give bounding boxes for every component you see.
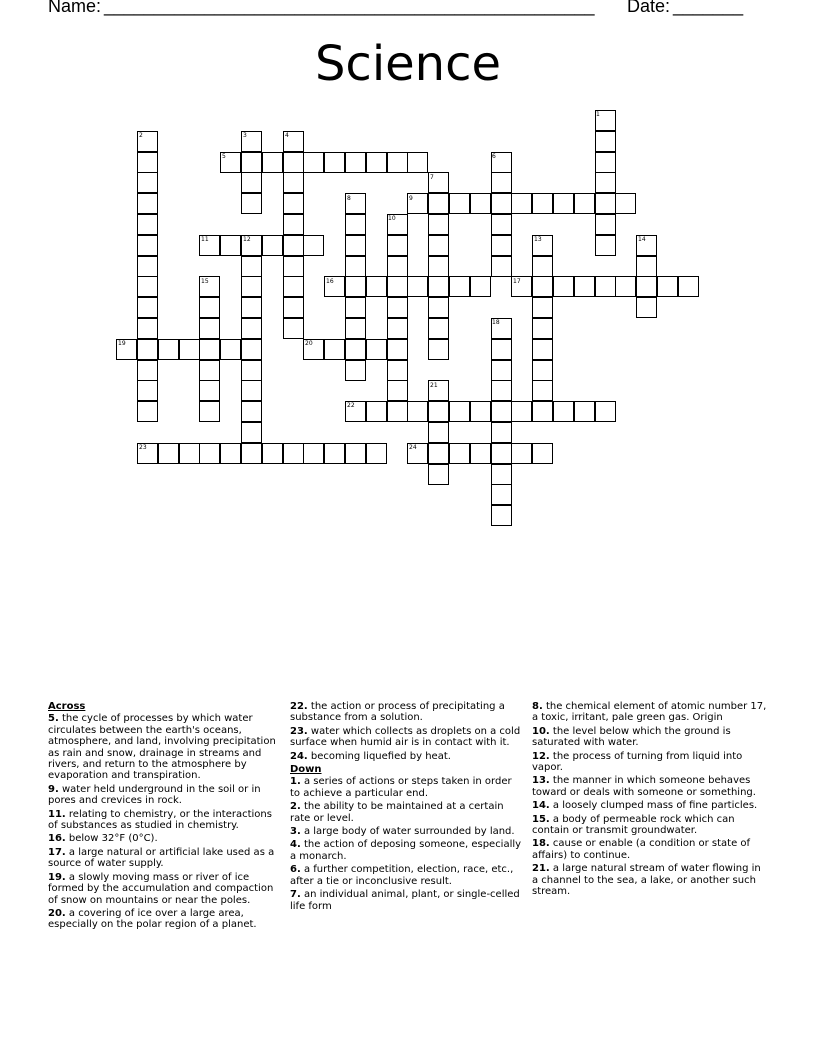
grid-cell[interactable]: [345, 360, 366, 381]
grid-cell[interactable]: [636, 256, 657, 277]
grid-cell[interactable]: [137, 152, 158, 173]
grid-cell[interactable]: [303, 443, 324, 464]
grid-cell[interactable]: [574, 276, 595, 297]
across-clue-19: 19. a slowly moving mass or river of ice formed by the accumulation and compaction of snow on mountains or near the poles.: [48, 871, 274, 906]
grid-cell[interactable]: [137, 360, 158, 381]
grid-cell[interactable]: [241, 152, 262, 173]
grid-cell[interactable]: [387, 297, 408, 318]
date-line[interactable]: _______: [673, 0, 744, 16]
grid-cell[interactable]: [324, 152, 345, 173]
grid-cell[interactable]: [199, 318, 220, 339]
grid-cell[interactable]: [532, 193, 553, 214]
grid-cell[interactable]: [511, 193, 532, 214]
grid-cell[interactable]: [241, 172, 262, 193]
grid-cell[interactable]: [657, 276, 678, 297]
grid-cell[interactable]: [324, 443, 345, 464]
grid-cell[interactable]: [449, 193, 470, 214]
grid-cell[interactable]: [137, 172, 158, 193]
name-line[interactable]: _________________________________________________: [104, 0, 595, 16]
clue-number-2: 2: [139, 132, 143, 139]
grid-cell[interactable]: [678, 276, 699, 297]
grid-cell[interactable]: [387, 401, 408, 422]
grid-cell[interactable]: [179, 339, 200, 360]
grid-cell[interactable]: [553, 276, 574, 297]
down-heading: Down: [290, 764, 322, 776]
grid-cell[interactable]: [345, 152, 366, 173]
grid-cell[interactable]: [428, 214, 449, 235]
grid-cell[interactable]: [283, 297, 304, 318]
grid-cell[interactable]: [283, 193, 304, 214]
grid-cell[interactable]: [158, 443, 179, 464]
grid-cell[interactable]: [491, 339, 512, 360]
grid-cell[interactable]: [137, 297, 158, 318]
grid-cell[interactable]: [387, 256, 408, 277]
clue-number-14: 14: [638, 236, 646, 243]
page-title: Science: [314, 36, 502, 92]
clue-number-6: 6: [492, 153, 496, 160]
grid-cell[interactable]: [491, 505, 512, 526]
grid-cell[interactable]: [428, 193, 449, 214]
clue-number-16: 16: [326, 278, 334, 285]
grid-cell[interactable]: [387, 152, 408, 173]
across-clue-16: 16. below 32°F (0°C).: [48, 833, 158, 845]
grid-cell[interactable]: [137, 193, 158, 214]
grid-cell[interactable]: [262, 235, 283, 256]
clue-number-3: 3: [243, 132, 247, 139]
across-clue-5: 5. the cycle of processes by which water circulates between the earth's oceans, atmosphere, and land, involving precipitation as rain and snow, drainage in streams and rivers, and return to the atmosphere by evaporation and transpiration.: [48, 713, 276, 782]
clue-number-4: 4: [285, 132, 289, 139]
grid-cell[interactable]: [241, 297, 262, 318]
down-clue-6: 6. a further competition, election, race, etc., after a tie or inconclusive result.: [290, 864, 514, 887]
grid-cell[interactable]: [366, 443, 387, 464]
grid-cell[interactable]: [241, 380, 262, 401]
grid-cell[interactable]: [137, 318, 158, 339]
clue-number-12: 12: [243, 236, 251, 243]
grid-cell[interactable]: [532, 318, 553, 339]
grid-cell[interactable]: [137, 214, 158, 235]
grid-cell[interactable]: [470, 443, 491, 464]
grid-cell[interactable]: [220, 443, 241, 464]
date-label: Date:: [627, 0, 671, 16]
grid-cell[interactable]: [158, 339, 179, 360]
grid-cell[interactable]: [428, 318, 449, 339]
grid-cell[interactable]: [595, 401, 616, 422]
down-clue-4: 4. the action of deposing someone, especially a monarch.: [290, 839, 522, 862]
grid-cell[interactable]: [137, 276, 158, 297]
grid-cell[interactable]: [491, 401, 512, 422]
grid-cell[interactable]: [449, 401, 470, 422]
grid-cell[interactable]: [449, 276, 470, 297]
grid-cell[interactable]: [366, 339, 387, 360]
grid-cell[interactable]: [345, 256, 366, 277]
across-clue-9: 9. water held underground in the soil or in pores and crevices in rock.: [48, 783, 261, 807]
down-clue-2: 2. the ability to be maintained at a certain rate or level.: [290, 801, 504, 824]
grid-cell[interactable]: [199, 443, 220, 464]
grid-cell[interactable]: [491, 422, 512, 443]
grid-cell[interactable]: [574, 193, 595, 214]
across-clue-24: 24. becoming liquefied by heat.: [290, 750, 451, 762]
grid-cell[interactable]: [345, 318, 366, 339]
grid-cell[interactable]: [595, 214, 616, 235]
clue-number-13: 13: [534, 236, 542, 243]
grid-cell[interactable]: [387, 235, 408, 256]
grid-cell[interactable]: [428, 422, 449, 443]
grid-cell[interactable]: [615, 276, 636, 297]
clue-number-22: 22: [347, 402, 355, 409]
clue-number-17: 17: [513, 278, 521, 285]
grid-cell[interactable]: [532, 276, 553, 297]
clue-number-21: 21: [430, 382, 438, 389]
clue-number-15: 15: [201, 278, 209, 285]
down-clue-13: 13. the manner in which someone behaves toward or deals with someone or something.: [532, 775, 756, 798]
clue-column-3: [532, 701, 768, 900]
down-clue-15: 15. a body of permeable rock which can contain or transmit groundwater.: [532, 813, 735, 837]
grid-cell[interactable]: [283, 276, 304, 297]
grid-cell[interactable]: [532, 256, 553, 277]
grid-cell[interactable]: [470, 401, 491, 422]
grid-cell[interactable]: [491, 214, 512, 235]
grid-cell[interactable]: [595, 172, 616, 193]
grid-cell[interactable]: [532, 297, 553, 318]
grid-cell[interactable]: [428, 464, 449, 485]
down-clue-12: 12. the process of turning from liquid into vapor.: [532, 750, 743, 774]
grid-cell[interactable]: [241, 422, 262, 443]
grid-cell[interactable]: [220, 339, 241, 360]
grid-cell[interactable]: [449, 443, 470, 464]
grid-cell[interactable]: [241, 256, 262, 277]
grid-cell[interactable]: [345, 214, 366, 235]
grid-cell[interactable]: [283, 152, 304, 173]
clue-column-2: [290, 701, 522, 914]
down-clue-18: 18. cause or enable (a condition or state of affairs) to continue.: [532, 838, 751, 861]
grid-cell[interactable]: [491, 443, 512, 464]
across-clue-22: 22. the action or process of precipitating a substance from a solution.: [290, 701, 505, 724]
grid-cell[interactable]: [428, 235, 449, 256]
grid-cell[interactable]: [491, 172, 512, 193]
grid-cell[interactable]: [532, 443, 553, 464]
grid-cell[interactable]: [345, 297, 366, 318]
grid-cell[interactable]: [491, 235, 512, 256]
grid-cell[interactable]: [262, 152, 283, 173]
grid-cell[interactable]: [283, 172, 304, 193]
grid-cell[interactable]: [428, 401, 449, 422]
grid-cell[interactable]: [595, 276, 616, 297]
grid-cell[interactable]: [636, 276, 657, 297]
clue-number-24: 24: [409, 444, 417, 451]
grid-cell[interactable]: [345, 276, 366, 297]
grid-cell[interactable]: [470, 193, 491, 214]
grid-cell[interactable]: [345, 235, 366, 256]
grid-cell[interactable]: [283, 443, 304, 464]
grid-cell[interactable]: [137, 256, 158, 277]
grid-cell[interactable]: [137, 401, 158, 422]
grid-cell[interactable]: [387, 276, 408, 297]
down-clue-3: 3. a large body of water surrounded by land.: [290, 826, 515, 838]
across-clue-20: 20. a covering of ice over a large area, especially on the polar region of a planet.: [48, 907, 257, 931]
grid-cell[interactable]: [491, 464, 512, 485]
grid-cell[interactable]: [553, 401, 574, 422]
grid-cell[interactable]: [241, 360, 262, 381]
clue-column-1: [48, 701, 280, 933]
grid-cell[interactable]: [428, 297, 449, 318]
grid-cell[interactable]: [387, 380, 408, 401]
grid-cell[interactable]: [283, 256, 304, 277]
grid-cell[interactable]: [179, 443, 200, 464]
clue-number-8: 8: [347, 195, 351, 202]
grid-cell[interactable]: [595, 131, 616, 152]
grid-cell[interactable]: [595, 235, 616, 256]
grid-cell[interactable]: [595, 193, 616, 214]
grid-cell[interactable]: [491, 484, 512, 505]
grid-cell[interactable]: [491, 380, 512, 401]
grid-cell[interactable]: [491, 193, 512, 214]
grid-cell[interactable]: [428, 443, 449, 464]
grid-cell[interactable]: [283, 214, 304, 235]
grid-cell[interactable]: [387, 318, 408, 339]
grid-cell[interactable]: [345, 339, 366, 360]
clue-number-18: 18: [492, 319, 500, 326]
down-clue-10: 10. the level below which the ground is saturated with water.: [532, 725, 731, 749]
grid-cell[interactable]: [345, 443, 366, 464]
grid-cell[interactable]: [199, 360, 220, 381]
clue-number-11: 11: [201, 236, 209, 243]
down-clue-21: 21. a large natural stream of water flowing in a channel to the sea, a lake, or another such stream.: [532, 863, 761, 898]
grid-cell[interactable]: [199, 380, 220, 401]
grid-cell[interactable]: [511, 443, 532, 464]
grid-cell[interactable]: [595, 152, 616, 173]
grid-cell[interactable]: [324, 339, 345, 360]
grid-cell[interactable]: [303, 152, 324, 173]
grid-cell[interactable]: [241, 443, 262, 464]
grid-cell[interactable]: [303, 235, 324, 256]
grid-cell[interactable]: [574, 401, 595, 422]
across-heading: Across: [48, 701, 86, 712]
grid-cell[interactable]: [137, 380, 158, 401]
grid-cell[interactable]: [407, 276, 428, 297]
grid-cell[interactable]: [199, 297, 220, 318]
clue-number-1: 1: [596, 111, 600, 118]
grid-cell[interactable]: [532, 360, 553, 381]
grid-cell[interactable]: [407, 152, 428, 173]
grid-cell[interactable]: [220, 235, 241, 256]
grid-cell[interactable]: [491, 256, 512, 277]
grid-cell[interactable]: [428, 339, 449, 360]
clue-number-9: 9: [409, 195, 413, 202]
grid-cell[interactable]: [387, 339, 408, 360]
down-clue-14: 14. a loosely clumped mass of fine particles.: [532, 800, 758, 812]
grid-cell[interactable]: [241, 401, 262, 422]
clue-number-5: 5: [222, 153, 226, 160]
grid-cell[interactable]: [262, 443, 283, 464]
grid-cell[interactable]: [366, 401, 387, 422]
grid-cell[interactable]: [491, 360, 512, 381]
down-clue-1: 1. a series of actions or steps taken in order to achieve a particular end.: [290, 776, 512, 799]
across-clue-23: 23. water which collects as droplets on a cold surface when humid air is in contact with it.: [290, 725, 521, 749]
clue-number-20: 20: [305, 340, 313, 347]
clue-number-7: 7: [430, 174, 434, 181]
grid-cell[interactable]: [553, 193, 574, 214]
grid-cell[interactable]: [137, 235, 158, 256]
grid-cell[interactable]: [636, 297, 657, 318]
grid-cell[interactable]: [283, 235, 304, 256]
grid-cell[interactable]: [199, 401, 220, 422]
clue-number-23: 23: [139, 444, 147, 451]
grid-cell[interactable]: [470, 276, 491, 297]
grid-cell[interactable]: [241, 276, 262, 297]
grid-cell[interactable]: [428, 276, 449, 297]
grid-cell[interactable]: [199, 339, 220, 360]
grid-cell[interactable]: [615, 193, 636, 214]
across-clue-11: 11. relating to chemistry, or the interactions of substances as studied in chemistry.: [48, 808, 272, 832]
grid-cell[interactable]: [241, 339, 262, 360]
grid-cell[interactable]: [366, 152, 387, 173]
name-label: Name:: [48, 0, 102, 16]
grid-cell[interactable]: [532, 380, 553, 401]
clue-number-10: 10: [388, 215, 396, 222]
grid-cell[interactable]: [511, 401, 532, 422]
grid-cell[interactable]: [283, 318, 304, 339]
grid-cell[interactable]: [532, 339, 553, 360]
clue-number-19: 19: [118, 340, 126, 347]
down-clue-7: 7. an individual animal, plant, or single-celled life form: [290, 889, 520, 912]
grid-cell[interactable]: [387, 360, 408, 381]
grid-cell[interactable]: [241, 193, 262, 214]
across-clue-17: 17. a large natural or artificial lake used as a source of water supply.: [48, 846, 275, 870]
down-clue-8: 8. the chemical element of atomic number 17, a toxic, irritant, pale green gas. Origin: [532, 701, 767, 724]
grid-cell[interactable]: [428, 256, 449, 277]
grid-cell[interactable]: [407, 401, 428, 422]
grid-cell[interactable]: [532, 401, 553, 422]
grid-cell[interactable]: [241, 318, 262, 339]
grid-cell[interactable]: [137, 339, 158, 360]
grid-cell[interactable]: [366, 276, 387, 297]
